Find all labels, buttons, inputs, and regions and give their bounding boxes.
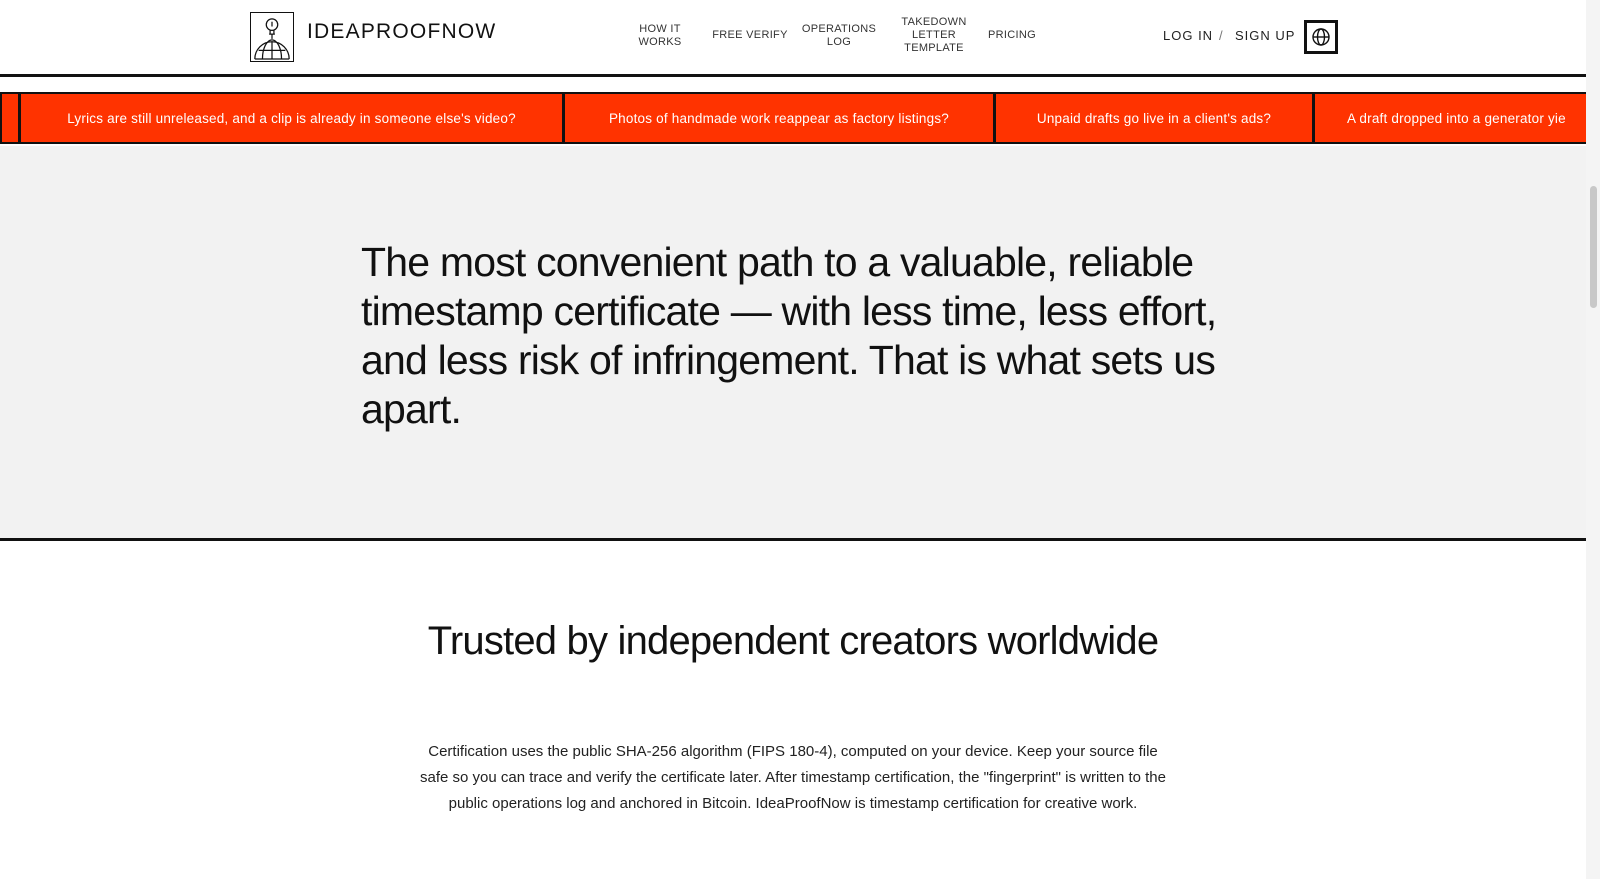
nav-operations-log[interactable]: OPERATIONS LOG [801,23,877,48]
signup-link[interactable]: SIGN UP [1235,28,1296,43]
ticker-item: Unpaid drafts go live in a client's ads? [996,94,1312,142]
auth-separator: / [1219,28,1223,43]
nav-pricing[interactable]: PRICING [988,29,1036,41]
login-link[interactable]: LOG IN [1163,28,1214,43]
nav-free-verify[interactable]: FREE VERIFY [712,29,788,41]
language-button[interactable] [1304,20,1338,54]
page-scrollbar[interactable] [1586,0,1600,879]
ticker-track [0,94,1586,142]
nav-takedown-letter-template[interactable]: TAKEDOWN LETTER TEMPLATE [901,16,967,54]
problem-ticker [0,92,1586,144]
nav-how-it-works[interactable]: HOW IT WORKS [638,23,682,48]
ticker-item: Lyrics are still unreleased, and a clip is already in someone else's video? [21,94,562,142]
globe-icon [1311,27,1331,47]
site-header [0,0,1586,77]
hero-section [0,146,1586,541]
brand-name[interactable]: IDEAPROOFNOW [307,20,497,43]
trusted-title: Trusted by independent creators worldwide [427,619,1159,663]
scrollbar-thumb[interactable] [1590,186,1597,308]
hero-statement: The most convenient path to a valuable, reliable timestamp certificate — with less time, less effort, and less risk of infringement. That is what sets us apart. [361,239,1217,432]
ticker-item: Photos of handmade work reappear as factory listings? [565,94,993,142]
ticker-item: A draft dropped into a generator yie [1315,94,1586,142]
lightbulb-globe-logo-icon[interactable] [250,12,294,62]
ticker-item-partial [2,94,18,142]
trusted-body: Certification uses the public SHA-256 algorithm (FIPS 180-4), computed on your device. Keep your source file safe so you can trace and verify the certificate later. After timestamp certification, the "fingerprint" is written to the public operations log and anchored in Bitcoin. IdeaProofNow is timestamp certification for creative work. [420,743,1166,812]
